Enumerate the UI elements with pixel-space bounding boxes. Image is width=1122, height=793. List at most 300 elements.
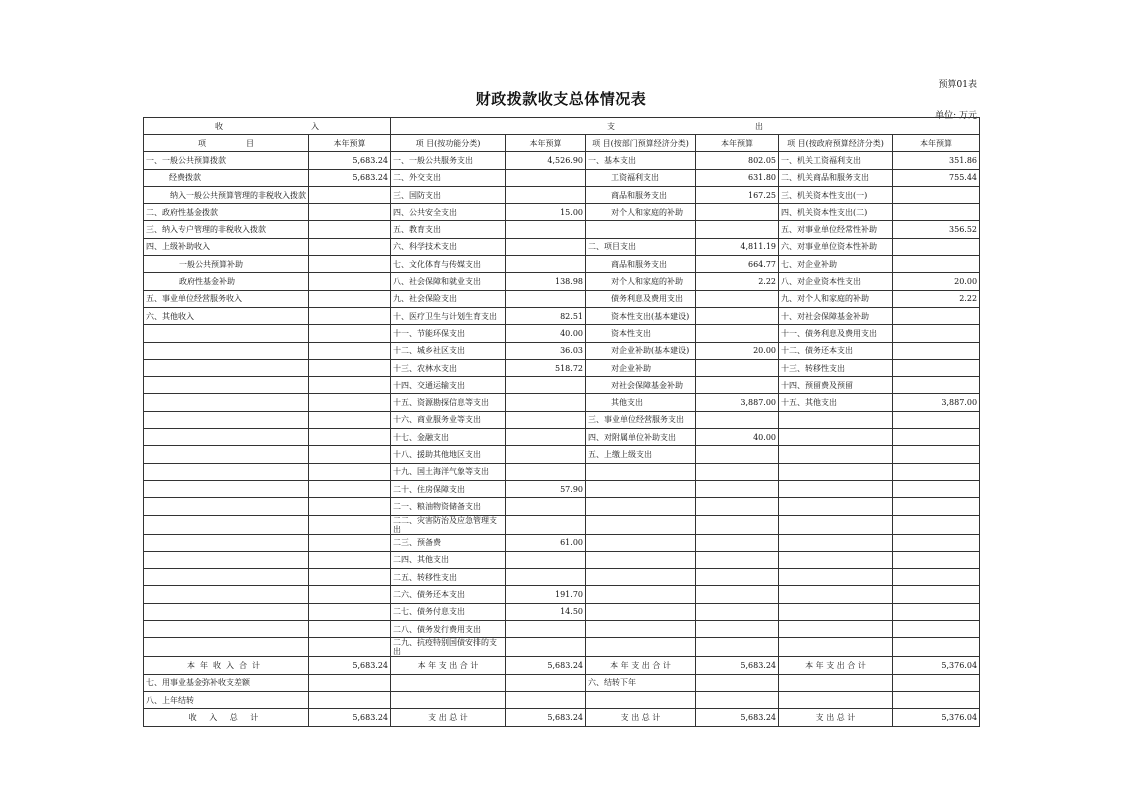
func-item-cell: 一、一般公共服务支出 bbox=[391, 152, 506, 169]
grand-total-income-value: 5,683.24 bbox=[309, 709, 391, 726]
gov-item-cell: 七、对企业补助 bbox=[779, 256, 893, 273]
func-budget-cell bbox=[506, 221, 586, 238]
func-budget-cell bbox=[506, 551, 586, 568]
income-budget-cell bbox=[309, 621, 391, 638]
dept-item-cell: 五、上缴上级支出 bbox=[586, 446, 696, 463]
gov-budget-cell bbox=[893, 691, 980, 708]
func-budget-cell bbox=[506, 290, 586, 307]
income-section-header: 收 入 bbox=[144, 118, 391, 135]
table-row bbox=[144, 325, 980, 342]
table-row bbox=[144, 204, 980, 221]
income-item-cell: 一般公共预算补助 bbox=[144, 256, 309, 273]
func-item-cell: 二一、粮油物资储备支出 bbox=[391, 498, 506, 515]
func-budget-cell bbox=[506, 515, 586, 534]
income-item-cell bbox=[144, 498, 309, 515]
annual-total-func-value: 5,683.24 bbox=[506, 657, 586, 674]
func-item-cell: 二、外交支出 bbox=[391, 169, 506, 186]
gov-budget-cell: 356.52 bbox=[893, 221, 980, 238]
table-row bbox=[144, 359, 980, 376]
dept-budget-cell bbox=[696, 480, 779, 497]
gov-item-cell bbox=[779, 498, 893, 515]
gov-item-cell: 十、对社会保障基金补助 bbox=[779, 307, 893, 324]
income-item-cell bbox=[144, 429, 309, 446]
gov-budget-cell bbox=[893, 586, 980, 603]
func-item-cell: 二九、抗疫特别国债安排的支出 bbox=[391, 638, 506, 657]
dept-budget-cell bbox=[696, 603, 779, 620]
func-budget-cell bbox=[506, 394, 586, 411]
gov-budget-cell: 3,887.00 bbox=[893, 394, 980, 411]
income-budget-cell: 5,683.24 bbox=[309, 152, 391, 169]
income-item-cell bbox=[144, 551, 309, 568]
income-budget-cell: 5,683.24 bbox=[309, 169, 391, 186]
grand-total-gov-label: 支 出 总 计 bbox=[779, 709, 893, 726]
income-budget-cell bbox=[309, 534, 391, 551]
income-item-cell: 四、上级补助收入 bbox=[144, 238, 309, 255]
table-row bbox=[144, 621, 980, 638]
income-budget-cell bbox=[309, 186, 391, 203]
income-budget-cell bbox=[309, 463, 391, 480]
gov-item-cell: 一、机关工资福利支出 bbox=[779, 152, 893, 169]
annual-total-func-label: 本 年 支 出 合 计 bbox=[391, 657, 506, 674]
income-budget-cell bbox=[309, 411, 391, 428]
income-item-cell: 经费拨款 bbox=[144, 169, 309, 186]
income-item-cell bbox=[144, 394, 309, 411]
gov-item-cell bbox=[779, 551, 893, 568]
income-budget-cell bbox=[309, 238, 391, 255]
func-budget-cell: 138.98 bbox=[506, 273, 586, 290]
func-budget-cell: 14.50 bbox=[506, 603, 586, 620]
income-budget-header: 本年预算 bbox=[309, 135, 391, 152]
gov-item-cell: 三、机关资本性支出(一) bbox=[779, 186, 893, 203]
func-item-cell: 二十、住房保障支出 bbox=[391, 480, 506, 497]
income-budget-cell bbox=[309, 290, 391, 307]
dept-budget-cell: 40.00 bbox=[696, 429, 779, 446]
grand-total-func-value: 5,683.24 bbox=[506, 709, 586, 726]
func-item-cell: 二五、转移性支出 bbox=[391, 569, 506, 586]
gov-budget-header: 本年预算 bbox=[893, 135, 980, 152]
func-item-cell: 二七、债务付息支出 bbox=[391, 603, 506, 620]
gov-item-cell bbox=[779, 429, 893, 446]
dept-budget-cell: 4,811.19 bbox=[696, 238, 779, 255]
income-budget-cell bbox=[309, 429, 391, 446]
func-budget-cell bbox=[506, 638, 586, 657]
expense-section-header: 支 出 bbox=[391, 118, 980, 135]
gov-budget-cell: 2.22 bbox=[893, 290, 980, 307]
gov-item-cell bbox=[779, 446, 893, 463]
gov-item-cell: 十一、债务利息及费用支出 bbox=[779, 325, 893, 342]
dept-budget-cell: 20.00 bbox=[696, 342, 779, 359]
func-item-cell: 三、国防支出 bbox=[391, 186, 506, 203]
income-item-cell bbox=[144, 480, 309, 497]
func-item-cell: 十一、节能环保支出 bbox=[391, 325, 506, 342]
gov-budget-cell bbox=[893, 429, 980, 446]
gov-budget-cell bbox=[893, 377, 980, 394]
func-item-cell: 七、文化体育与传媒支出 bbox=[391, 256, 506, 273]
gov-budget-cell: 20.00 bbox=[893, 273, 980, 290]
gov-budget-cell bbox=[893, 463, 980, 480]
table-row bbox=[144, 221, 980, 238]
func-budget-cell bbox=[506, 169, 586, 186]
income-item-cell bbox=[144, 377, 309, 394]
table-row bbox=[144, 534, 980, 551]
table-row bbox=[144, 463, 980, 480]
table-row bbox=[144, 342, 980, 359]
gov-budget-cell bbox=[893, 603, 980, 620]
dept-item-cell: 其他支出 bbox=[586, 394, 696, 411]
dept-item-cell: 工资福利支出 bbox=[586, 169, 696, 186]
dept-budget-cell bbox=[696, 446, 779, 463]
grand-total-dept-value: 5,683.24 bbox=[696, 709, 779, 726]
dept-item-cell: 对个人和家庭的补助 bbox=[586, 273, 696, 290]
gov-budget-cell bbox=[893, 238, 980, 255]
dept-item-cell bbox=[586, 638, 696, 657]
table-row bbox=[144, 603, 980, 620]
gov-item-cell: 十五、其他支出 bbox=[779, 394, 893, 411]
table-row bbox=[144, 429, 980, 446]
gov-item-cell: 九、对个人和家庭的补助 bbox=[779, 290, 893, 307]
dept-item-cell: 二、项目支出 bbox=[586, 238, 696, 255]
func-item-cell: 六、科学技术支出 bbox=[391, 238, 506, 255]
grand-total-row bbox=[144, 709, 980, 726]
gov-budget-cell bbox=[893, 342, 980, 359]
dept-item-cell bbox=[586, 621, 696, 638]
income-item-cell: 三、纳入专户管理的非税收入拨款 bbox=[144, 221, 309, 238]
income-item-cell bbox=[144, 463, 309, 480]
income-item-cell: 二、政府性基金拨款 bbox=[144, 204, 309, 221]
table-row bbox=[144, 290, 980, 307]
table-row bbox=[144, 169, 980, 186]
grand-total-income-label: 收 入 总 计 bbox=[144, 709, 309, 726]
func-budget-cell: 40.00 bbox=[506, 325, 586, 342]
func-budget-cell bbox=[506, 411, 586, 428]
table-row bbox=[144, 498, 980, 515]
income-budget-cell bbox=[309, 674, 391, 691]
gov-item-header: 项 目(按政府预算经济分类) bbox=[779, 135, 893, 152]
gov-item-cell: 十四、预留费及预留 bbox=[779, 377, 893, 394]
table-row bbox=[144, 480, 980, 497]
dept-item-cell: 六、结转下年 bbox=[586, 674, 696, 691]
dept-item-cell bbox=[586, 221, 696, 238]
dept-item-cell bbox=[586, 463, 696, 480]
gov-item-cell bbox=[779, 674, 893, 691]
gov-budget-cell bbox=[893, 534, 980, 551]
budget-table bbox=[143, 117, 980, 727]
income-budget-cell bbox=[309, 551, 391, 568]
func-budget-cell bbox=[506, 429, 586, 446]
gov-budget-cell bbox=[893, 359, 980, 376]
unit-label: 单位: 万元 bbox=[935, 111, 977, 121]
dept-item-cell: 对个人和家庭的补助 bbox=[586, 204, 696, 221]
table-row bbox=[144, 551, 980, 568]
func-item-cell: 十七、金融支出 bbox=[391, 429, 506, 446]
table-row bbox=[144, 307, 980, 324]
func-budget-cell: 61.00 bbox=[506, 534, 586, 551]
func-budget-cell bbox=[506, 498, 586, 515]
func-item-cell: 十六、商业服务业等支出 bbox=[391, 411, 506, 428]
func-item-cell: 二三、预备费 bbox=[391, 534, 506, 551]
gov-item-cell bbox=[779, 515, 893, 534]
dept-budget-cell bbox=[696, 307, 779, 324]
func-item-cell: 四、公共安全支出 bbox=[391, 204, 506, 221]
dept-budget-cell bbox=[696, 463, 779, 480]
annual-total-dept-value: 5,683.24 bbox=[696, 657, 779, 674]
gov-item-cell: 二、机关商品和服务支出 bbox=[779, 169, 893, 186]
income-budget-cell bbox=[309, 498, 391, 515]
func-item-cell: 十、医疗卫生与计划生育支出 bbox=[391, 307, 506, 324]
dept-budget-cell bbox=[696, 674, 779, 691]
gov-budget-cell bbox=[893, 204, 980, 221]
dept-budget-cell bbox=[696, 290, 779, 307]
gov-budget-cell bbox=[893, 551, 980, 568]
income-item-cell bbox=[144, 569, 309, 586]
dept-item-cell bbox=[586, 480, 696, 497]
gov-budget-cell: 351.86 bbox=[893, 152, 980, 169]
dept-budget-cell: 631.80 bbox=[696, 169, 779, 186]
gov-budget-cell bbox=[893, 446, 980, 463]
table-row bbox=[144, 569, 980, 586]
income-item-cell: 五、事业单位经营服务收入 bbox=[144, 290, 309, 307]
dept-budget-cell bbox=[696, 411, 779, 428]
dept-budget-cell bbox=[696, 586, 779, 603]
gov-budget-cell bbox=[893, 674, 980, 691]
gov-budget-cell: 755.44 bbox=[893, 169, 980, 186]
func-budget-cell bbox=[506, 569, 586, 586]
gov-budget-cell bbox=[893, 569, 980, 586]
func-budget-cell bbox=[506, 621, 586, 638]
func-item-cell: 十九、国土海洋气象等支出 bbox=[391, 463, 506, 480]
income-budget-cell bbox=[309, 273, 391, 290]
dept-budget-cell bbox=[696, 377, 779, 394]
income-budget-cell bbox=[309, 569, 391, 586]
dept-budget-cell: 167.25 bbox=[696, 186, 779, 203]
income-item-header: 项 目 bbox=[144, 135, 309, 152]
income-item-cell bbox=[144, 586, 309, 603]
annual-total-gov-value: 5,376.04 bbox=[893, 657, 980, 674]
gov-budget-cell bbox=[893, 307, 980, 324]
income-item-cell: 政府性基金补助 bbox=[144, 273, 309, 290]
dept-item-cell: 一、基本支出 bbox=[586, 152, 696, 169]
func-item-cell: 二四、其他支出 bbox=[391, 551, 506, 568]
annual-total-dept-label: 本 年 支 出 合 计 bbox=[586, 657, 696, 674]
func-item-cell: 十八、援助其他地区支出 bbox=[391, 446, 506, 463]
func-budget-cell: 82.51 bbox=[506, 307, 586, 324]
income-budget-cell bbox=[309, 691, 391, 708]
income-budget-cell bbox=[309, 638, 391, 657]
dept-budget-cell bbox=[696, 325, 779, 342]
income-item-cell bbox=[144, 342, 309, 359]
gov-item-cell: 十三、转移性支出 bbox=[779, 359, 893, 376]
dept-item-cell: 对社会保障基金补助 bbox=[586, 377, 696, 394]
income-item-cell bbox=[144, 603, 309, 620]
gov-item-cell: 四、机关资本性支出(二) bbox=[779, 204, 893, 221]
annual-total-row bbox=[144, 657, 980, 674]
income-item-cell bbox=[144, 325, 309, 342]
func-item-cell: 十四、交通运输支出 bbox=[391, 377, 506, 394]
gov-budget-cell bbox=[893, 411, 980, 428]
header-row-sections bbox=[144, 118, 980, 135]
func-budget-cell: 518.72 bbox=[506, 359, 586, 376]
table-row bbox=[144, 186, 980, 203]
table-row bbox=[144, 152, 980, 169]
table-row bbox=[144, 638, 980, 657]
income-item-cell bbox=[144, 534, 309, 551]
dept-item-cell: 三、事业单位经营服务支出 bbox=[586, 411, 696, 428]
dept-budget-cell: 2.22 bbox=[696, 273, 779, 290]
income-item-cell bbox=[144, 621, 309, 638]
table-row bbox=[144, 446, 980, 463]
dept-budget-cell bbox=[696, 534, 779, 551]
table-row bbox=[144, 394, 980, 411]
func-item-cell bbox=[391, 674, 506, 691]
annual-total-income-label: 本年收入合计 bbox=[144, 657, 309, 674]
income-budget-cell bbox=[309, 342, 391, 359]
gov-item-cell: 六、对事业单位资本性补助 bbox=[779, 238, 893, 255]
func-item-cell: 十三、农林水支出 bbox=[391, 359, 506, 376]
income-item-cell bbox=[144, 638, 309, 657]
income-budget-cell bbox=[309, 325, 391, 342]
func-budget-header: 本年预算 bbox=[506, 135, 586, 152]
dept-budget-cell bbox=[696, 551, 779, 568]
func-item-cell: 十五、资源勘探信息等支出 bbox=[391, 394, 506, 411]
gov-budget-cell bbox=[893, 256, 980, 273]
dept-budget-cell bbox=[696, 204, 779, 221]
income-item-cell: 七、用事业基金弥补收支差额 bbox=[144, 674, 309, 691]
func-budget-cell bbox=[506, 691, 586, 708]
dept-item-cell bbox=[586, 691, 696, 708]
income-budget-cell bbox=[309, 515, 391, 534]
func-budget-cell bbox=[506, 256, 586, 273]
income-budget-cell bbox=[309, 307, 391, 324]
income-item-cell bbox=[144, 515, 309, 534]
func-budget-cell bbox=[506, 446, 586, 463]
gov-item-cell bbox=[779, 463, 893, 480]
grand-total-func-label: 支 出 总 计 bbox=[391, 709, 506, 726]
gov-budget-cell bbox=[893, 498, 980, 515]
dept-item-cell bbox=[586, 603, 696, 620]
income-item-cell: 八、上年结转 bbox=[144, 691, 309, 708]
table-row bbox=[144, 411, 980, 428]
income-budget-cell bbox=[309, 480, 391, 497]
dept-item-cell bbox=[586, 586, 696, 603]
income-budget-cell bbox=[309, 359, 391, 376]
gov-item-cell bbox=[779, 586, 893, 603]
func-budget-cell: 4,526.90 bbox=[506, 152, 586, 169]
gov-budget-cell bbox=[893, 621, 980, 638]
table-row bbox=[144, 377, 980, 394]
page-title: 财政拨款收支总体情况表 bbox=[475, 90, 647, 108]
dept-budget-cell bbox=[696, 359, 779, 376]
func-budget-cell: 36.03 bbox=[506, 342, 586, 359]
table-row bbox=[144, 674, 980, 691]
income-budget-cell bbox=[309, 446, 391, 463]
gov-item-cell: 八、对企业资本性支出 bbox=[779, 273, 893, 290]
func-budget-cell bbox=[506, 377, 586, 394]
dept-budget-cell: 802.05 bbox=[696, 152, 779, 169]
gov-budget-cell bbox=[893, 515, 980, 534]
gov-item-cell bbox=[779, 534, 893, 551]
gov-item-cell bbox=[779, 480, 893, 497]
gov-item-cell bbox=[779, 569, 893, 586]
income-item-cell bbox=[144, 446, 309, 463]
grand-total-dept-label: 支 出 总 计 bbox=[586, 709, 696, 726]
gov-item-cell: 五、对事业单位经常性补助 bbox=[779, 221, 893, 238]
dept-item-header: 项 目(按部门预算经济分类) bbox=[586, 135, 696, 152]
dept-item-cell: 资本性支出 bbox=[586, 325, 696, 342]
dept-budget-cell bbox=[696, 691, 779, 708]
income-item-cell: 纳入一般公共预算管理的非税收入拨款 bbox=[144, 186, 309, 203]
func-budget-cell bbox=[506, 238, 586, 255]
func-budget-cell: 57.90 bbox=[506, 480, 586, 497]
income-budget-cell bbox=[309, 394, 391, 411]
dept-item-cell: 商品和服务支出 bbox=[586, 256, 696, 273]
income-item-cell: 一、一般公共预算拨款 bbox=[144, 152, 309, 169]
dept-item-cell bbox=[586, 551, 696, 568]
header-row-columns bbox=[144, 135, 980, 152]
func-budget-cell bbox=[506, 463, 586, 480]
gov-item-cell bbox=[779, 411, 893, 428]
income-budget-cell bbox=[309, 603, 391, 620]
income-item-cell bbox=[144, 359, 309, 376]
income-budget-cell bbox=[309, 586, 391, 603]
dept-budget-cell bbox=[696, 621, 779, 638]
income-budget-cell bbox=[309, 256, 391, 273]
gov-item-cell: 十二、债务还本支出 bbox=[779, 342, 893, 359]
gov-item-cell bbox=[779, 691, 893, 708]
dept-item-cell: 四、对附属单位补助支出 bbox=[586, 429, 696, 446]
income-budget-cell bbox=[309, 221, 391, 238]
dept-budget-cell bbox=[696, 515, 779, 534]
gov-budget-cell bbox=[893, 186, 980, 203]
dept-item-cell: 商品和服务支出 bbox=[586, 186, 696, 203]
func-budget-cell bbox=[506, 674, 586, 691]
income-budget-cell bbox=[309, 377, 391, 394]
gov-item-cell bbox=[779, 621, 893, 638]
gov-budget-cell bbox=[893, 325, 980, 342]
table-row bbox=[144, 586, 980, 603]
table-row bbox=[144, 273, 980, 290]
dept-budget-cell: 3,887.00 bbox=[696, 394, 779, 411]
dept-item-cell: 对企业补助(基本建设) bbox=[586, 342, 696, 359]
gov-budget-cell bbox=[893, 638, 980, 657]
func-item-cell: 二八、债务发行费用支出 bbox=[391, 621, 506, 638]
gov-item-cell bbox=[779, 638, 893, 657]
func-item-cell: 五、教育支出 bbox=[391, 221, 506, 238]
annual-total-income-value: 5,683.24 bbox=[309, 657, 391, 674]
gov-item-cell bbox=[779, 603, 893, 620]
func-item-cell: 二二、灾害防治及应急管理支出 bbox=[391, 515, 506, 534]
income-item-cell: 六、其他收入 bbox=[144, 307, 309, 324]
dept-item-cell: 债务利息及费用支出 bbox=[586, 290, 696, 307]
grand-total-gov-value: 5,376.04 bbox=[893, 709, 980, 726]
func-item-cell: 八、社会保障和就业支出 bbox=[391, 273, 506, 290]
dept-budget-cell bbox=[696, 638, 779, 657]
func-item-cell: 十二、城乡社区支出 bbox=[391, 342, 506, 359]
func-budget-cell bbox=[506, 186, 586, 203]
dept-item-cell bbox=[586, 515, 696, 534]
func-budget-cell: 15.00 bbox=[506, 204, 586, 221]
func-budget-cell: 191.70 bbox=[506, 586, 586, 603]
table-row bbox=[144, 256, 980, 273]
dept-budget-cell: 664.77 bbox=[696, 256, 779, 273]
dept-budget-cell bbox=[696, 569, 779, 586]
income-budget-cell bbox=[309, 204, 391, 221]
table-row bbox=[144, 691, 980, 708]
dept-item-cell bbox=[586, 534, 696, 551]
func-item-cell: 二六、债务还本支出 bbox=[391, 586, 506, 603]
dept-budget-header: 本年预算 bbox=[696, 135, 779, 152]
income-item-cell bbox=[144, 411, 309, 428]
table-row bbox=[144, 238, 980, 255]
